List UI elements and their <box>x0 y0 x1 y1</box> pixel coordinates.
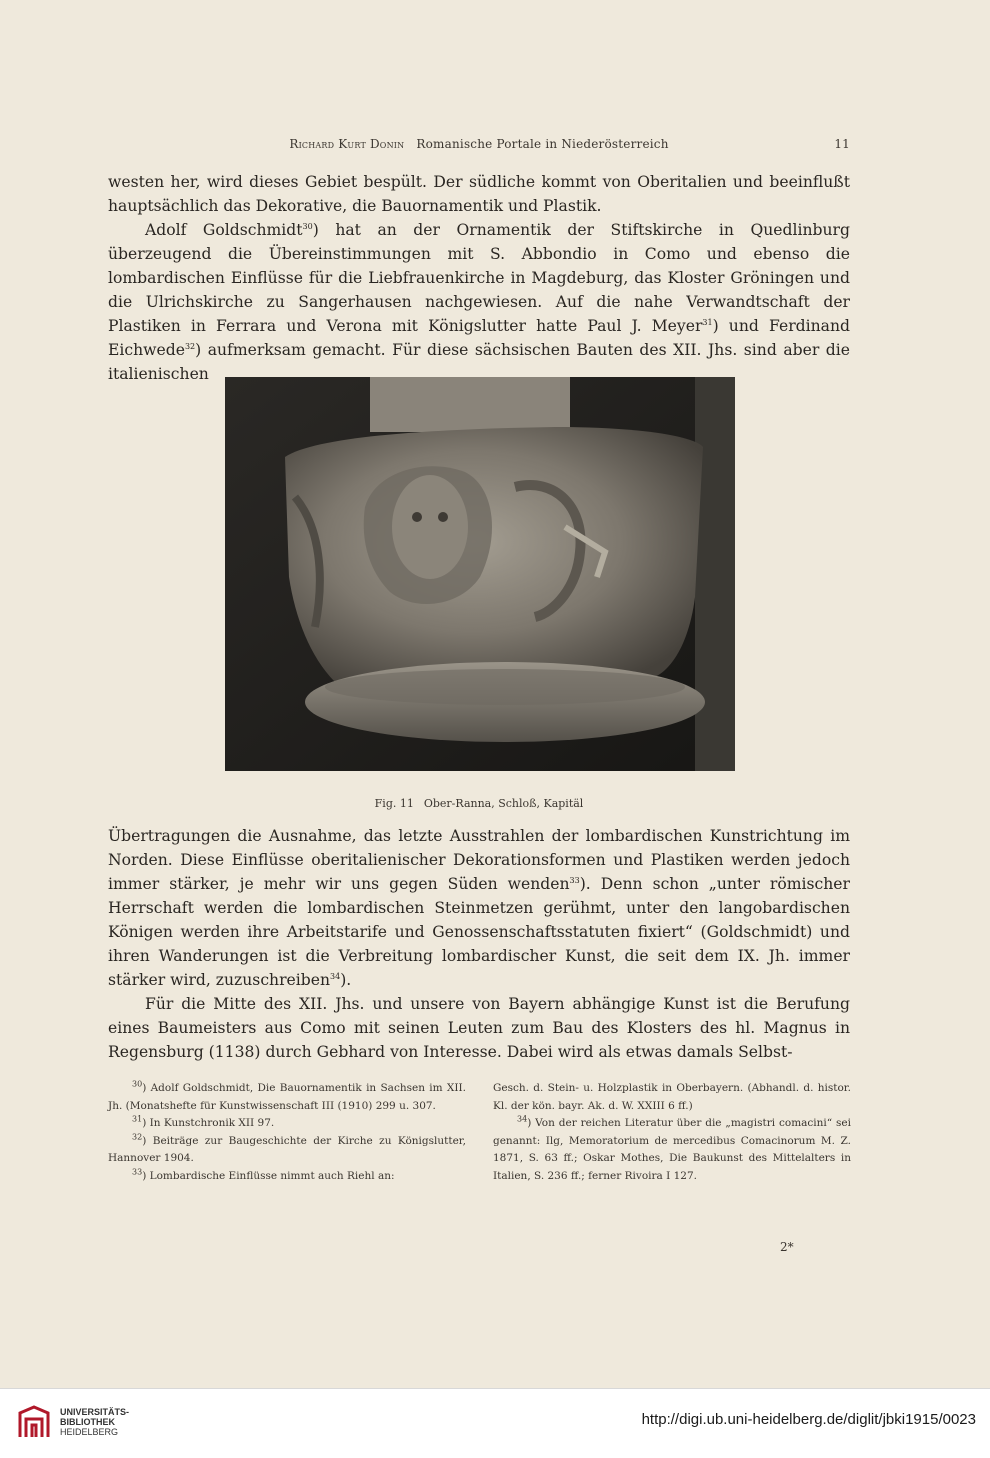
footnote-ref[interactable]: 32 <box>184 341 196 351</box>
footnote-number: 31 <box>132 1114 143 1124</box>
footnote-number: 30 <box>132 1079 143 1089</box>
body-text-top <box>108 170 850 386</box>
figure-caption-text: Ober-Ranna, Schloß, Kapitäl <box>423 797 584 810</box>
signature-mark: 2* <box>780 1240 794 1254</box>
footnote <box>108 1168 466 1186</box>
footnote-number: 33 <box>132 1167 143 1177</box>
library-name-line: BIBLIOTHEK <box>60 1417 115 1427</box>
header-title: Romanische Portale in Niederösterreich <box>416 137 669 151</box>
footnote-text: ) In Kunstchronik XII 97. <box>142 1117 275 1130</box>
footnote <box>108 1080 466 1115</box>
body-text-bottom <box>108 824 850 1064</box>
figure-label: Fig. 11 <box>374 797 414 810</box>
footnote-ref[interactable]: 31 <box>702 317 713 327</box>
footnote-text: ) Lombardische Einflüsse nimmt auch Riehl an: <box>142 1169 395 1182</box>
text-span: ) aufmerksam gemacht. Für diese sächsischen Bauten des XII. Jhs. sind aber die italienischen <box>108 341 850 383</box>
footnote <box>108 1115 466 1133</box>
footnote-ref[interactable]: 33 <box>569 875 580 885</box>
text-span: ) und Ferdinand Eichwede <box>108 317 850 359</box>
capital-sculpture-image <box>225 377 735 771</box>
header-author: Richard Kurt Donin <box>289 137 405 151</box>
text-span: Adolf Goldschmidt <box>145 221 303 239</box>
library-name-line: UNIVERSITÄTS- <box>60 1407 130 1417</box>
paragraph <box>108 824 850 992</box>
capital-photograph <box>225 377 735 771</box>
paragraph <box>108 992 850 1064</box>
text-span: ) hat an der Ornamentik der Stiftskirche in Quedlinburg überzeugend die Übereinstimmungen mit S. Abbondio in Como und ebenso die lombardischen Einflüsse für die Liebfrauenkirche in Magdeburg, das Kloster Gröningen und die Ulrichskirche zu Sangerhausen nachgewiesen. Auf die nahe Verwandtschaft der Plastiken in Ferrara und Verona mit Königslutter hatte Paul J. Meyer <box>108 221 850 335</box>
footnote-number: 32 <box>132 1132 143 1142</box>
footnote-text: ) Von der reichen Literatur über die „magistri comacini“ sei genannt: Ilg, Memoratorium de mercedibus Comacinorum M. Z. 1871, S. 63 ff.; Oskar Mothes, Die Baukunst des Mittelalters in Italien, S. 236 ff.; ferner Rivoira I 127. <box>493 1117 851 1182</box>
footnote <box>108 1133 466 1168</box>
text-span: westen her, wird dieses Gebiet bespült. Der südliche kommt von Oberitalien und beeinflußt hauptsächlich das Dekorative, die Bauornamentik und Plastik. <box>108 173 850 215</box>
figure-caption <box>108 797 850 810</box>
footnote-text: ) Beiträge zur Baugeschichte der Kirche zu Königslutter, Hannover 1904. <box>108 1134 466 1165</box>
text-span: Für die Mitte des XII. Jhs. und unsere von Bayern abhängige Kunst ist die Berufung eines Baumeisters aus Como mit seinen Leuten zum Bau des Klosters des hl. Magnus in Regensburg (1138) durch Gebhard von Interesse. Dabei wird als etwas damals Selbst- <box>108 995 850 1061</box>
library-name-line: HEIDELBERG <box>60 1427 119 1437</box>
text-span: Übertragungen die Ausnahme, das letzte Ausstrahlen der lombardischen Kunstrichtung im Norden. Diese Einflüsse oberitalienischer Dekorationsformen und Plastiken werden jedoch immer stärker, je mehr wir uns gegen Süden wenden <box>108 827 850 893</box>
footnote <box>493 1115 851 1185</box>
footnote-ref[interactable]: 30 <box>302 221 313 231</box>
footnote-continuation: Gesch. d. Stein- u. Holzplastik in Oberbayern. (Abhandl. d. histor. Kl. der kön. bayr. Ak. d. W. XXIII 6 ff.) <box>493 1082 851 1112</box>
paragraph <box>108 170 850 218</box>
footnotes-right-column <box>493 1080 851 1186</box>
library-name <box>60 1407 129 1437</box>
footnotes-left-column <box>108 1080 466 1186</box>
paragraph <box>108 218 850 386</box>
text-span: ). Denn schon „unter römischer Herrschaft werden die lombardischen Steinmetzen gerühmt, unter den langobardischen Königen werden ihre Arbeitstarife und Genossenschaftsstatuten fixiert“ (Goldschmidt) und ihren Wanderungen ist die Verbreitung lombardischer Kunst, die seit dem IX. Jh. immer stärker wird, zuzuschreiben <box>108 875 850 989</box>
text-span: ). <box>340 971 352 989</box>
page-number: 11 <box>834 137 850 151</box>
footnote-number: 34 <box>517 1114 528 1124</box>
footnote-ref[interactable]: 34 <box>330 971 341 981</box>
permalink-url[interactable]: http://digi.ub.uni-heidelberg.de/diglit/jbki1915/0023 <box>641 1411 976 1428</box>
viewer-footer <box>0 1388 990 1458</box>
university-library-logo-icon <box>14 1403 54 1443</box>
footnote-text: ) Adolf Goldschmidt, Die Bauornamentik in Sachsen im XII. Jh. (Monatshefte für Kunstwissenschaft III (1910) 299 u. 307. <box>108 1082 466 1112</box>
